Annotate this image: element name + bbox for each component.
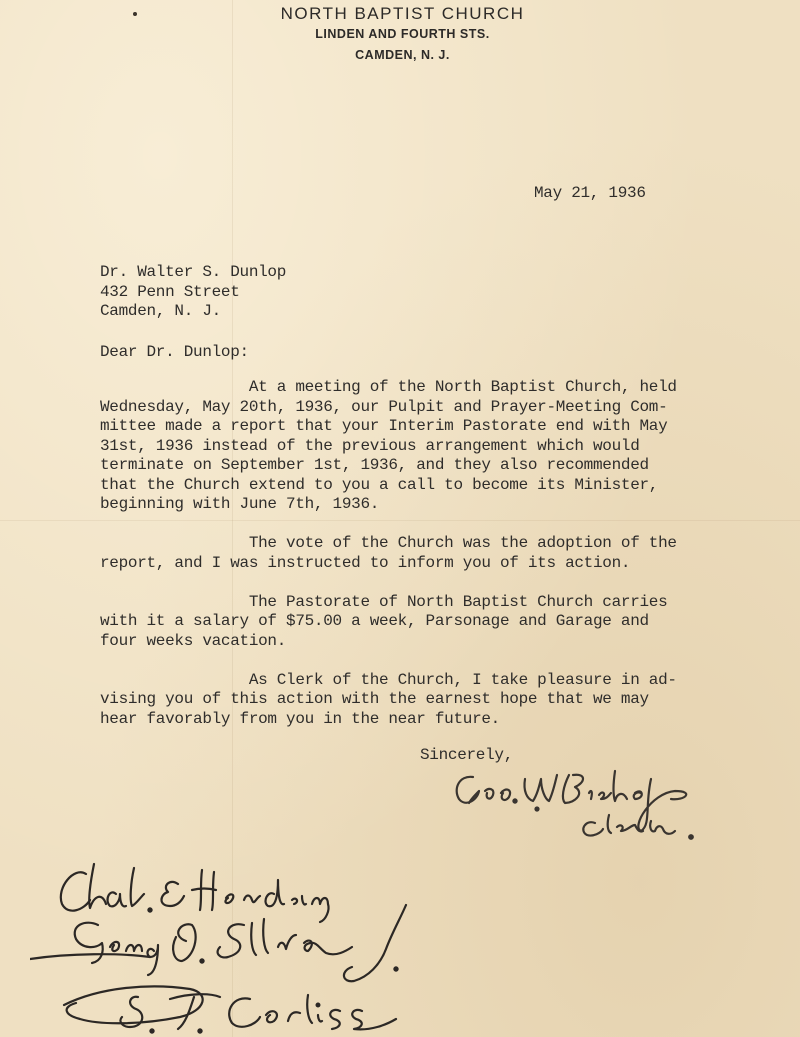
signature-3 bbox=[60, 975, 400, 1037]
body-line: beginning with June 7th, 1936. bbox=[100, 495, 380, 513]
body-line bbox=[100, 651, 677, 671]
salutation: Dear Dr. Dunlop: bbox=[100, 343, 249, 361]
closing: Sincerely, bbox=[420, 746, 514, 764]
body-line bbox=[100, 515, 677, 535]
body-line: hear favorably from you in the near future. bbox=[100, 709, 500, 728]
recipient-name: Dr. Walter S. Dunlop bbox=[100, 263, 287, 281]
body-line: four weeks vacation. bbox=[100, 631, 287, 650]
body-line: Wednesday, May 20th, 1936, our Pulpit and Prayer-Meeting Com- bbox=[100, 397, 668, 416]
recipient-address bbox=[100, 263, 286, 322]
body-line: that the Church extend to you a call to become its Minister, bbox=[100, 475, 659, 494]
ink-spot bbox=[133, 12, 137, 16]
body-line: with it a salary of $75.00 a week, Parsonage and Garage and bbox=[100, 612, 649, 630]
church-name: NORTH BAPTIST CHURCH bbox=[280, 4, 525, 23]
letterhead bbox=[200, 4, 605, 65]
recipient-city: Camden, N. J. bbox=[100, 302, 221, 320]
recipient-street: 432 Penn Street bbox=[100, 282, 240, 301]
clerk-signature bbox=[445, 765, 735, 850]
body-line: As Clerk of the Church, I take pleasure in ad- bbox=[100, 670, 677, 689]
church-street: LINDEN AND FOURTH STS. bbox=[315, 27, 490, 41]
letter-body bbox=[100, 378, 677, 729]
body-line: vising you of this action with the earnest hope that we may bbox=[100, 690, 649, 708]
church-city: CAMDEN, N. J. bbox=[355, 48, 450, 62]
letter-date: May 21, 1936 bbox=[534, 184, 646, 202]
signature-1 bbox=[50, 860, 350, 935]
body-line: terminate on September 1st, 1936, and they also recommended bbox=[100, 456, 649, 474]
body-line: report, and I was instructed to inform you of its action. bbox=[100, 553, 631, 572]
body-line: 31st, 1936 instead of the previous arrangement which would bbox=[100, 436, 640, 455]
body-line: mittee made a report that your Interim Pastorate end with May bbox=[100, 417, 668, 435]
signature-2 bbox=[30, 895, 410, 985]
body-line: The Pastorate of North Baptist Church carries bbox=[100, 592, 668, 611]
body-line: At a meeting of the North Baptist Church, held bbox=[100, 378, 677, 396]
body-line: The vote of the Church was the adoption of the bbox=[100, 534, 677, 552]
body-line bbox=[100, 573, 677, 593]
